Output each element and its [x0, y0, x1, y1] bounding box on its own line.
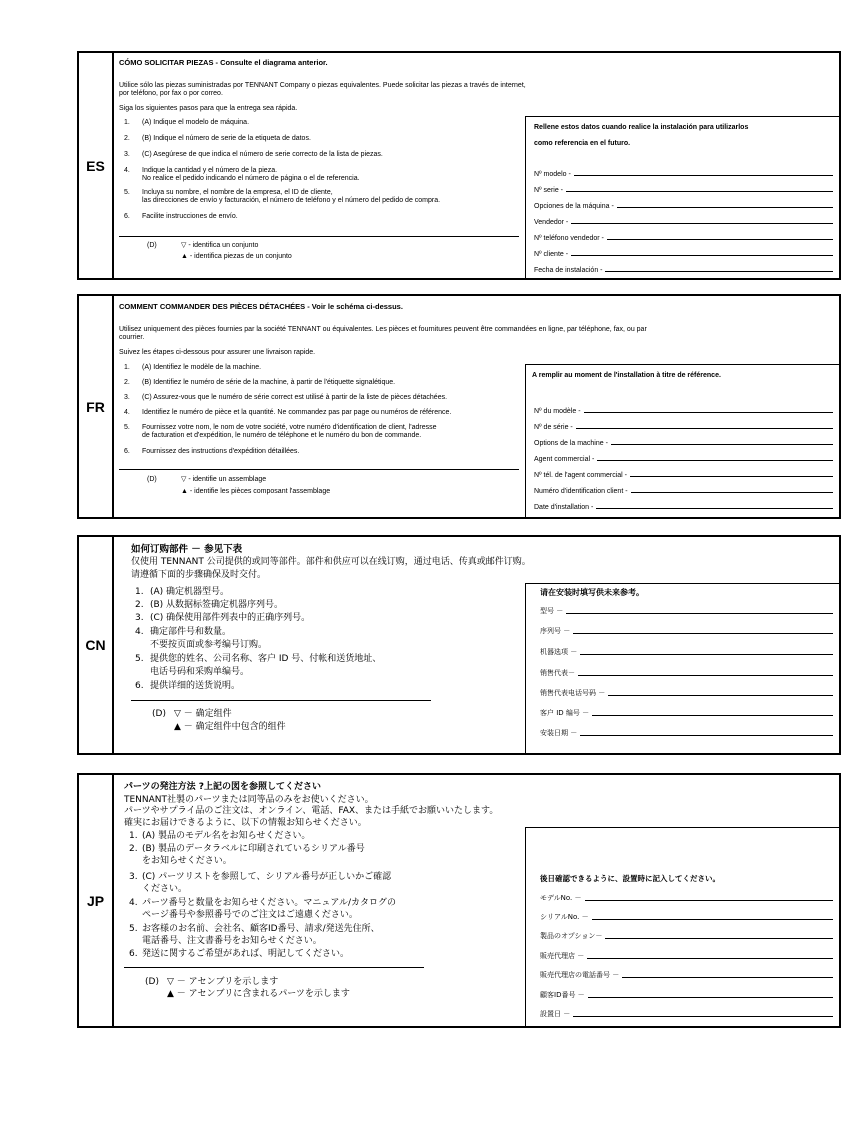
fr-step-number: 2.: [124, 379, 130, 386]
jp-step-number: 6.: [129, 949, 138, 959]
jp-field-serial[interactable]: シリアルNo. －: [540, 912, 833, 922]
es-field-install-date[interactable]: Fecha de instalación -: [534, 264, 833, 274]
cn-panel: [77, 535, 841, 755]
cn-step-text: 不要按页面或参考编号订购。: [150, 640, 268, 650]
fr-legend-parts: ▲ - identifie les pièces composant l'assemblage: [181, 488, 331, 495]
cn-step-number: 2.: [135, 600, 144, 610]
cn-intro-line-2: 请遵循下面的步骤确保及时交付。: [131, 570, 267, 580]
jp-step-text: ページ番号や参照番号でのご注文はご遠慮ください。: [142, 910, 358, 920]
cn-reference-box: [525, 583, 839, 753]
fr-title: COMMENT COMMANDER DES PIÈCES DÉTACHÉES - Voir le schéma ci-dessus.: [119, 302, 403, 311]
jp-step-text: 発送に関するご希望があれば、明記してください。: [142, 949, 350, 959]
es-legend-parts: ▲ - identifica piezas de un conjunto: [181, 253, 292, 260]
es-step-text: las direcciones de envío y facturación, el número de teléfono y el número del pedido de compra.: [142, 197, 441, 204]
es-step-text: (B) Indique el número de serie de la etiqueta de datos.: [142, 135, 311, 142]
fr-step-text: Identifiez le numéro de pièce et la quantité. Ne commandez pas par page ou numéros de référence.: [142, 409, 452, 416]
jp-intro-line-2: パーツやサプライ品のご注文は、オンライン、電話、FAX、または手紙でお願いいたします。: [124, 806, 499, 816]
fr-legend-assembly: ▽ - identifie un assemblage: [181, 476, 267, 483]
fr-step-text: (A) Identifiez le modèle de la machine.: [142, 364, 262, 371]
cn-step-text: 电话号码和采购单编号。: [150, 667, 250, 677]
jp-title: パーツの発注方法 ?上記の図を参照してください: [124, 782, 321, 792]
fr-intro-line-1: Utilisez uniquement des pièces fournies par la société TENNANT ou équivalentes. Les pièces et fournitures peuvent être commandées en ligne, par téléphone, fax, ou par: [119, 326, 647, 333]
fr-step-text: Fournissez des instructions d'expédition détaillées.: [142, 448, 300, 455]
es-intro-line-3: Siga los siguientes pasos para que la entrega sea rápida.: [119, 105, 298, 112]
cn-legend-assembly: ▽ － 确定组件: [174, 709, 232, 719]
es-language-code: ES: [79, 53, 114, 278]
fr-step-text: Fournissez votre nom, le nom de votre société, votre numéro d'identification de client, l'adresse: [142, 424, 437, 431]
cn-field-options[interactable]: 机器选项 －: [540, 647, 833, 657]
jp-field-customer[interactable]: 顧客ID番号 －: [540, 990, 833, 1000]
cn-intro-line-1: 仅使用 TENNANT 公司提供的或同等部件。部件和供应可以在线订购，通过电话、传真或邮件订购。: [131, 557, 531, 567]
es-legend-rule: [119, 236, 519, 237]
fr-language-code: FR: [79, 296, 114, 517]
es-intro-line-1: Utilice sólo las piezas suministradas por TENNANT Company o piezas equivalentes. Puede solicitar las piezas a través de internet,: [119, 82, 526, 89]
jp-step-text: 電話番号、注文書番号をお知らせください。: [142, 936, 322, 946]
es-field-model[interactable]: Nº modelo -: [534, 168, 833, 178]
jp-step-number: 5.: [129, 924, 138, 934]
jp-intro-line-3: 確実にお届けできるように、以下の情報お知らせください。: [124, 818, 367, 828]
fr-legend-rule: [119, 469, 519, 470]
fr-step-number: 1.: [124, 364, 130, 371]
cn-field-customer[interactable]: 客户 ID 编号 －: [540, 708, 833, 718]
cn-field-install-date[interactable]: 安装日期 －: [540, 728, 833, 738]
cn-legend-parts: ▲ － 确定组件中包含的组件: [174, 722, 286, 732]
es-field-dealer[interactable]: Vendedor -: [534, 216, 833, 226]
cn-field-dealer-phone[interactable]: 销售代表电话号码 －: [540, 688, 833, 698]
cn-step-number: 4.: [135, 627, 144, 637]
fr-field-install-date[interactable]: Date d'installation -: [534, 501, 833, 511]
es-step-number: 5.: [124, 189, 130, 196]
fr-field-model[interactable]: Nº du modèle -: [534, 405, 833, 415]
es-legend-key: (D): [147, 242, 157, 249]
es-step-text: (C) Asegúrese de que indica el número de serie correcto de la lista de piezas.: [142, 151, 383, 158]
cn-step-number: 1.: [135, 587, 144, 597]
jp-legend-assembly: ▽ － アセンブリを示します: [167, 977, 279, 987]
jp-step-text: ください。: [142, 884, 188, 894]
cn-language-code: CN: [79, 537, 114, 753]
es-reference-heading: Rellene estos datos cuando realice la instalación para utilizarlos: [534, 124, 749, 131]
es-intro-line-2: por teléfono, por fax o por correo.: [119, 90, 223, 97]
cn-reference-heading: 请在安装时填写供未来参考。: [540, 588, 644, 597]
fr-step-text: (B) Identifiez le numéro de série de la machine, à partir de l'étiquette signalétique.: [142, 379, 396, 386]
jp-field-dealer-phone[interactable]: 販売代理店の電話番号 －: [540, 970, 833, 980]
jp-step-number: 2.: [129, 844, 138, 854]
jp-step-number: 1.: [129, 831, 138, 841]
fr-field-serial[interactable]: Nº de série -: [534, 421, 833, 431]
jp-field-install-date[interactable]: 設置日 －: [540, 1009, 833, 1019]
es-step-text: Incluya su nombre, el nombre de la empresa, el ID de cliente,: [142, 189, 333, 196]
es-panel: [77, 51, 841, 280]
fr-step-number: 5.: [124, 424, 130, 431]
fr-intro-line-3: Suivez les étapes ci-dessous pour assurer une livraison rapide.: [119, 349, 316, 356]
cn-field-serial[interactable]: 序列号 －: [540, 626, 833, 636]
es-step-text: No realice el pedido indicando el número de página o el de referencia.: [142, 175, 360, 182]
es-legend-assembly: ▽ - identifica un conjunto: [181, 242, 259, 249]
es-step-text: (A) Indique el modelo de máquina.: [142, 119, 250, 126]
cn-step-number: 3.: [135, 613, 144, 623]
jp-step-text: (C) パーツリストを参照して、シリアル番号が正しいかご確認: [142, 872, 392, 882]
jp-field-dealer[interactable]: 販売代理店 －: [540, 951, 833, 961]
jp-legend-parts: ▲ － アセンブリに含まれるパーツを示します: [167, 989, 350, 999]
es-field-serial[interactable]: Nº serie -: [534, 184, 833, 194]
es-step-number: 2.: [124, 135, 130, 142]
jp-step-text: パーツ番号と数量をお知らせください。マニュアル/カタログの: [142, 898, 397, 908]
fr-field-dealer-phone[interactable]: Nº tél. de l'agent commercial -: [534, 469, 833, 479]
es-reference-box: [525, 116, 839, 278]
jp-step-text: (A) 製品のモデル名をお知らせください。: [142, 831, 311, 841]
cn-step-text: 提供您的姓名、公司名称、客户 ID 号、付帐和送货地址、: [150, 654, 382, 664]
cn-step-number: 6.: [135, 681, 144, 691]
cn-field-dealer[interactable]: 销售代表－: [540, 668, 833, 678]
fr-reference-box: [525, 364, 839, 517]
fr-step-number: 4.: [124, 409, 130, 416]
jp-step-number: 3.: [129, 872, 138, 882]
fr-step-number: 6.: [124, 448, 130, 455]
es-field-customer[interactable]: Nº cliente -: [534, 248, 833, 258]
fr-legend-key: (D): [147, 476, 157, 483]
fr-field-customer[interactable]: Numéro d'identification client -: [534, 485, 833, 495]
es-step-text: Facilite instrucciones de envío.: [142, 213, 238, 220]
cn-step-text: (B) 从数据标签确定机器序列号。: [150, 600, 284, 610]
jp-legend-key: (D): [145, 977, 159, 987]
fr-panel: [77, 294, 841, 519]
jp-legend-rule: [124, 967, 424, 968]
jp-step-text: (B) 製品のデータラベルに印刷されているシリアル番号: [142, 844, 365, 854]
es-field-options[interactable]: Opciones de la máquina -: [534, 200, 833, 210]
fr-intro-line-2: courrier.: [119, 334, 145, 341]
es-step-number: 6.: [124, 213, 130, 220]
jp-language-code: JP: [79, 775, 114, 1026]
cn-title: 如何订购部件 － 参见下表: [131, 544, 243, 555]
jp-intro-line-1: TENNANT社製のパーツまたは同等品のみをお使いください。: [124, 795, 374, 805]
es-step-number: 3.: [124, 151, 130, 158]
cn-legend-key: (D): [152, 709, 166, 719]
cn-legend-rule: [131, 700, 431, 701]
jp-reference-heading: 後日確認できるように、設置時に記入してください。: [540, 874, 720, 883]
jp-step-text: お客様のお名前、会社名、顧客ID番号、請求/発送先住所、: [142, 924, 380, 934]
fr-field-options[interactable]: Options de la machine -: [534, 437, 833, 447]
fr-step-text: (C) Assurez-vous que le numéro de série correct est utilisé à partir de la liste de pièces détachées.: [142, 394, 448, 401]
cn-step-number: 5.: [135, 654, 144, 664]
fr-reference-heading: A remplir au moment de l'installation à titre de référence.: [532, 372, 721, 379]
jp-step-text: をお知らせください。: [142, 856, 232, 866]
es-step-number: 1.: [124, 119, 130, 126]
es-reference-heading: como referencia en el futuro.: [534, 140, 631, 147]
es-step-number: 4.: [124, 167, 130, 174]
cn-step-text: (A) 确定机器型号。: [150, 587, 230, 597]
jp-step-number: 4.: [129, 898, 138, 908]
fr-step-text: de facturation et d'expédition, le numéro de téléphone et le numéro du bon de commande.: [142, 432, 422, 439]
cn-step-text: 确定部件号和数量。: [150, 627, 232, 637]
es-field-dealer-phone[interactable]: Nº teléfono vendedor -: [534, 232, 833, 242]
jp-panel: [77, 773, 841, 1028]
cn-step-text: (C) 确保使用部件列表中的正确序列号。: [150, 613, 311, 623]
cn-field-model[interactable]: 型号 －: [540, 606, 833, 616]
jp-field-options[interactable]: 製品のオプション－: [540, 931, 833, 941]
jp-field-model[interactable]: モデルNo. －: [540, 893, 833, 903]
es-step-text: Indique la cantidad y el número de la pieza.: [142, 167, 278, 174]
fr-field-dealer[interactable]: Agent commercial -: [534, 453, 833, 463]
cn-step-text: 提供详细的送货说明。: [150, 681, 241, 691]
es-title: CÓMO SOLICITAR PIEZAS - Consulte el diagrama anterior.: [119, 58, 328, 67]
jp-reference-box: [525, 827, 839, 1026]
fr-step-number: 3.: [124, 394, 130, 401]
